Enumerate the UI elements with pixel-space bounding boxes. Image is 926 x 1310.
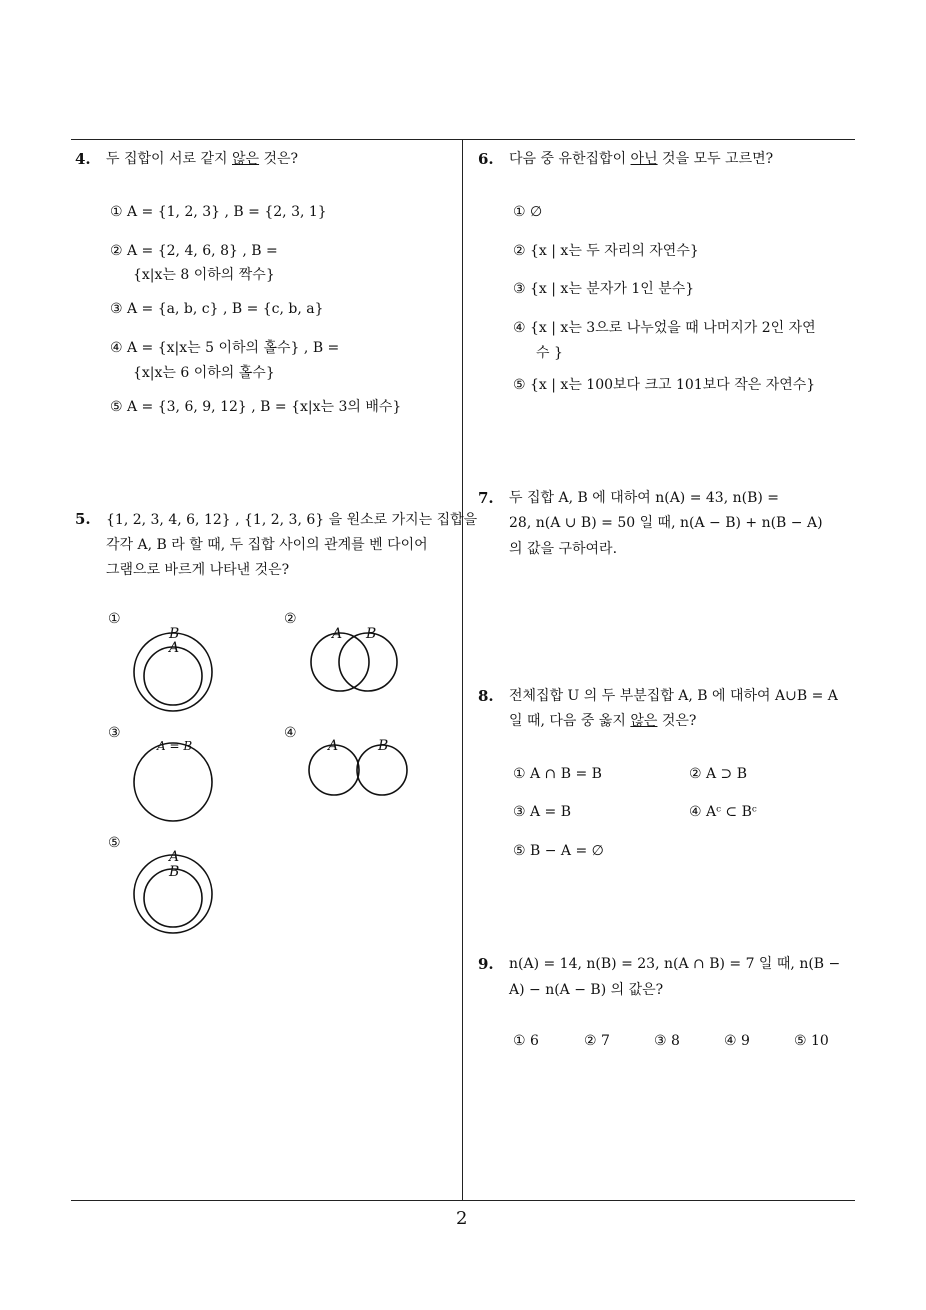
stem-text: 것은? (259, 151, 299, 167)
set-label-left: A (328, 738, 339, 754)
question-number: 4. (75, 150, 91, 168)
figure-marker-3[interactable]: ③ (108, 725, 121, 741)
figure-marker-1[interactable]: ① (108, 611, 121, 627)
option-2[interactable]: ② {x | x는 두 자리의 자연수} (513, 243, 699, 259)
option-2-continued: {x|x는 8 이하의 짝수} (133, 267, 275, 283)
stem-underlined: 않은 (630, 713, 658, 729)
option-2[interactable]: ② A ⊃ B (689, 766, 748, 782)
question-number: 9. (478, 955, 494, 973)
option-3[interactable]: ③ 8 (654, 1033, 680, 1049)
set-label-inner: B (169, 864, 180, 880)
set-label-outer: A (169, 849, 180, 865)
figure-marker-5[interactable]: ⑤ (108, 835, 121, 851)
set-label-outer: B (169, 626, 180, 642)
question-number: 5. (75, 510, 91, 528)
question-stem-line-1: 두 집합 A, B 에 대하여 n(A) = 43, n(B) = (509, 490, 780, 506)
question-stem-line-3: 그램으로 바르게 나타낸 것은? (106, 562, 290, 578)
option-1[interactable]: ① A = {1, 2, 3} , B = {2, 3, 1} (110, 204, 327, 220)
option-4[interactable]: ④ Aᶜ ⊂ Bᶜ (689, 804, 757, 820)
question-number: 6. (478, 150, 494, 168)
stem-text: 다음 중 유한집합이 (509, 151, 631, 167)
option-3[interactable]: ③ A = {a, b, c} , B = {c, b, a} (110, 301, 324, 317)
set-label-left: A (332, 626, 343, 642)
question-stem-line-3: 의 값을 구하여라. (509, 541, 618, 557)
figure-marker-2[interactable]: ② (284, 611, 297, 627)
stem-text: 일 때, 다음 중 옳지 (509, 713, 631, 729)
option-1[interactable]: ① ∅ (513, 204, 543, 220)
option-4-continued: 수 } (536, 345, 563, 361)
bottom-rule (71, 1200, 855, 1201)
option-5[interactable]: ⑤ {x | x는 100보다 크고 101보다 작은 자연수} (513, 377, 816, 393)
option-4[interactable]: ④ {x | x는 3으로 나누었을 때 나머지가 2인 자연 (513, 320, 816, 336)
option-4[interactable]: ④ A = {x|x는 5 이하의 홀수} , B = (110, 340, 340, 356)
question-stem (106, 146, 298, 172)
option-3[interactable]: ③ {x | x는 분자가 1인 분수} (513, 281, 695, 297)
set-label-inner: A (169, 640, 180, 656)
option-1[interactable]: ① A ∩ B = B (513, 766, 602, 782)
question-stem-line-1: 전체집합 U 의 두 부분집합 A, B 에 대하여 A∪B = A (509, 688, 838, 704)
venn-diagram-2 (304, 620, 404, 694)
stem-text: 두 집합이 서로 같지 (106, 151, 232, 167)
stem-underlined: 않은 (232, 151, 260, 167)
option-5[interactable]: ⑤ A = {3, 6, 9, 12} , B = {x|x는 3의 배수} (110, 399, 402, 415)
question-stem-line-2: 각각 A, B 라 할 때, 두 집합 사이의 관계를 벤 다이어 (106, 537, 428, 553)
question-stem-line-2 (509, 708, 696, 734)
figure-marker-4[interactable]: ④ (284, 725, 297, 741)
venn-diagram-4 (304, 736, 414, 800)
option-4-continued: {x|x는 6 이하의 홀수} (133, 365, 275, 381)
question-stem-line-1: n(A) = 14, n(B) = 23, n(A ∩ B) = 7 일 때, n(B − (509, 956, 841, 972)
page-number: 2 (456, 1208, 468, 1229)
venn-diagram-3 (128, 736, 222, 826)
option-3[interactable]: ③ A = B (513, 804, 572, 820)
question-number: 8. (478, 687, 494, 705)
question-stem-line-2: A) − n(A − B) 의 값은? (509, 982, 664, 998)
column-divider (462, 139, 463, 1201)
question-stem-line-1: {1, 2, 3, 4, 6, 12} , {1, 2, 3, 6} 을 원소로 가지는 집합을 (106, 512, 478, 528)
set-label-right: B (378, 738, 389, 754)
question-number: 7. (478, 489, 494, 507)
option-5[interactable]: ⑤ B − A = ∅ (513, 843, 604, 859)
option-1[interactable]: ① 6 (513, 1033, 539, 1049)
venn-diagram-5 (128, 848, 222, 938)
stem-text: 것은? (657, 713, 697, 729)
option-2[interactable]: ② A = {2, 4, 6, 8} , B = (110, 243, 278, 259)
option-5[interactable]: ⑤ 10 (794, 1033, 829, 1049)
set-label-right: B (366, 626, 377, 642)
stem-underlined: 아닌 (630, 151, 658, 167)
venn-diagram-1 (128, 624, 222, 714)
question-stem-line-2: 28, n(A ∪ B) = 50 일 때, n(A − B) + n(B − A) (509, 515, 823, 531)
option-2[interactable]: ② 7 (584, 1033, 610, 1049)
top-rule (71, 139, 855, 140)
venn-circle (134, 743, 212, 821)
stem-text: 것을 모두 고르면? (657, 151, 774, 167)
option-4[interactable]: ④ 9 (724, 1033, 750, 1049)
set-label-equal: A = B (157, 739, 193, 753)
question-stem (509, 146, 773, 172)
